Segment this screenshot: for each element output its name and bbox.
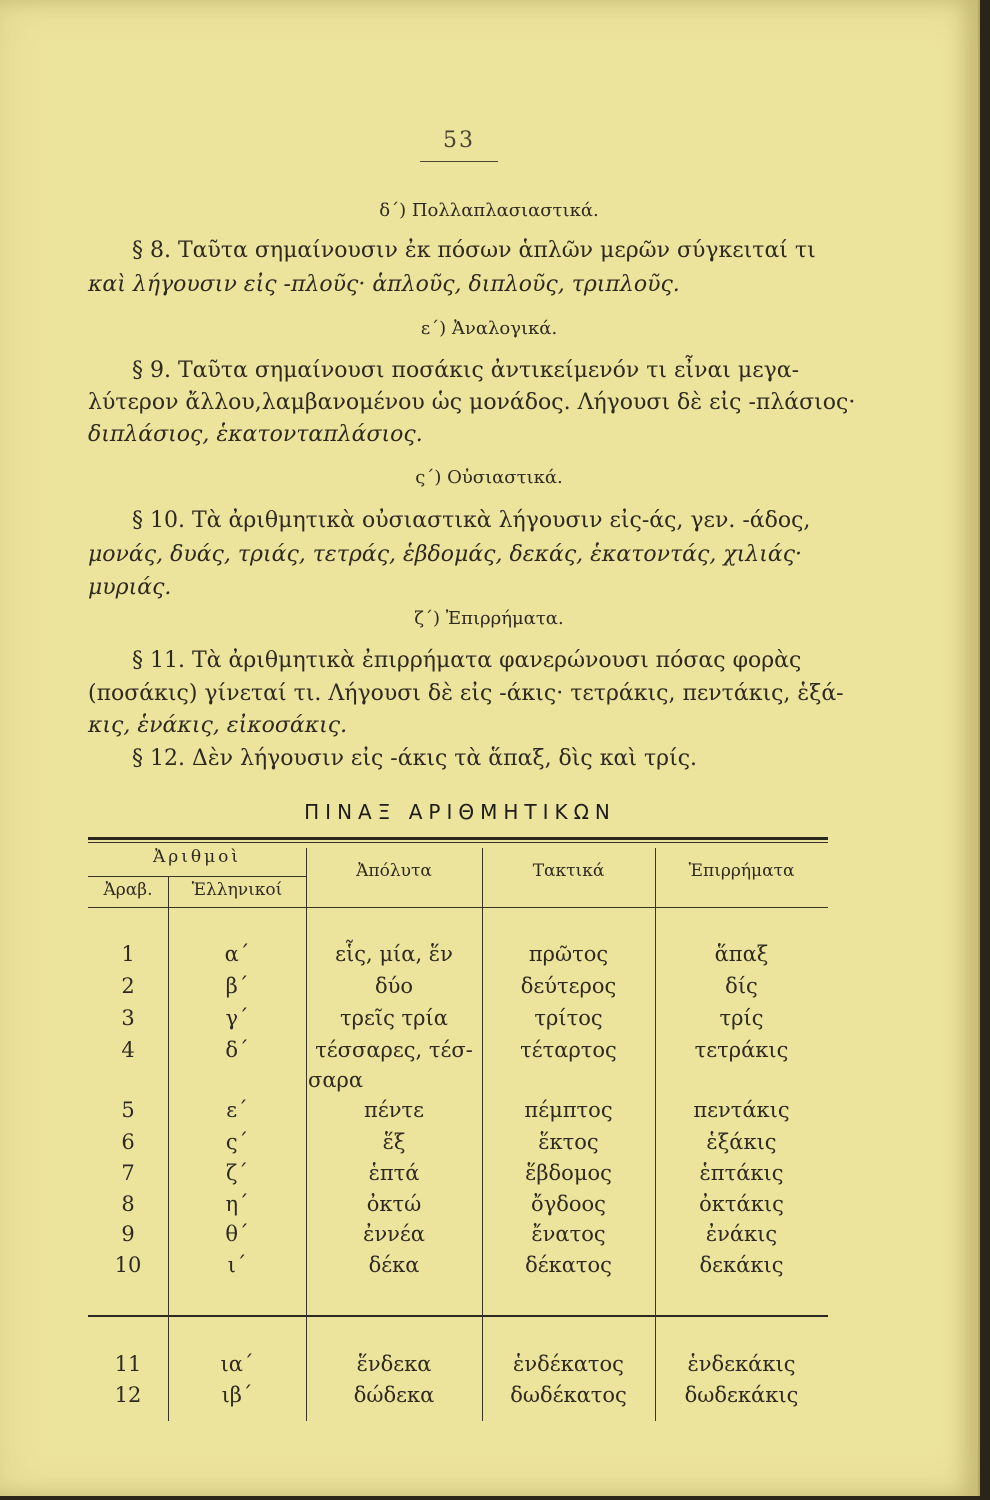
header-numbers: Ἀριθμοὶ (152, 847, 242, 867)
arabic-cell: 4 (121, 1038, 135, 1062)
paragraph-9-line-3: διπλάσιος, ἑκατονταπλάσιος. (88, 422, 423, 447)
adverb-cell: δεκάκις (699, 1253, 784, 1277)
adverb-cell: ὀκτάκις (699, 1192, 784, 1216)
header-greek: Ἑλληνικοί (191, 880, 283, 900)
greek-cell: ζ΄ (226, 1161, 248, 1185)
cardinal-cell: τέσσαρες, τέσ- (315, 1038, 473, 1062)
ordinal-cell: πέμπτος (524, 1098, 613, 1122)
cardinal-cell: δέκα (368, 1253, 420, 1277)
header-ordinal: Τακτικά (532, 861, 605, 881)
ordinal-cell: ἑνδέκατος (513, 1352, 624, 1376)
adverb-cell: ἑνδεκάκις (687, 1352, 796, 1376)
page-number: 53 (443, 128, 475, 153)
cardinal-cell: πέντε (364, 1098, 424, 1122)
table-top-rule-thin (88, 842, 828, 843)
adverb-cell: ἑπτάκις (699, 1161, 784, 1185)
cardinal-cell: ἑπτά (368, 1161, 420, 1185)
adverb-cell: δίς (725, 974, 758, 998)
paragraph-11-line-1: § 11. Τὰ ἀριθμητικὰ ἐπιρρήματα φανερώνουσι πόσας φορὰς (132, 648, 802, 673)
ordinal-cell: δωδέκατος (510, 1383, 627, 1407)
arabic-cell: 1 (121, 942, 135, 966)
table-top-rule (88, 837, 828, 840)
paragraph-12-line-1: § 12. Δὲν λήγουσιν εἰς -άκις τὰ ἅπαξ, δὶς καὶ τρίς. (132, 746, 698, 771)
arabic-cell: 11 (114, 1352, 142, 1376)
greek-cell: ιβ΄ (221, 1383, 253, 1407)
greek-cell: β΄ (225, 974, 249, 998)
header-arabic: Ἀραβ. (103, 880, 153, 900)
ordinal-cell: ἕβδομος (525, 1161, 612, 1185)
greek-cell: ι΄ (227, 1253, 247, 1277)
arabic-cell: 5 (121, 1098, 135, 1122)
cardinal-cell: δύο (374, 974, 414, 998)
arabic-cell: 9 (121, 1222, 135, 1246)
paragraph-9-line-2: λύτερον ἄλλου,λαμβανομένου ὡς μονάδος. Λήγουσι δὲ εἰς -πλάσιος· (88, 390, 856, 415)
section-heading-d: δ΄) Πολλαπλασιαστικά. (379, 200, 599, 221)
cardinal-cell-continuation: σαρα (308, 1068, 364, 1092)
greek-cell: δ΄ (225, 1038, 249, 1062)
paragraph-11-line-3: κις, ἑνάκις, εἰκοσάκις. (88, 713, 348, 738)
header-sub-rule (88, 876, 306, 877)
adverb-cell: τετράκις (694, 1038, 789, 1062)
ordinal-cell: πρῶτος (528, 942, 609, 966)
paragraph-8-line-2: καὶ λήγουσιν εἰς -πλοῦς· ἁπλοῦς, διπλοῦς, τριπλοῦς. (88, 272, 680, 297)
ordinal-cell: δεύτερος (520, 974, 617, 998)
greek-cell: γ΄ (225, 1006, 249, 1030)
paragraph-10-line-2: μονάς, δυάς, τριάς, τετράς, ἑβδομάς, δεκάς, ἑκατοντάς, χιλιάς· (88, 542, 803, 567)
adverb-cell: ἅπαξ (714, 942, 769, 966)
greek-cell: θ΄ (225, 1222, 249, 1246)
arabic-cell: 8 (121, 1192, 135, 1216)
greek-cell: η΄ (225, 1192, 249, 1216)
header-adverbs: Ἐπιρρήματα (688, 861, 795, 881)
cardinal-cell: δώδεκα (353, 1383, 435, 1407)
arabic-cell: 12 (114, 1383, 142, 1407)
cardinal-cell: ἐννέα (363, 1222, 425, 1246)
cardinal-cell: ἕξ (382, 1130, 406, 1154)
adverb-cell: ἐνάκις (705, 1222, 778, 1246)
section-heading-e: ε΄) Ἀναλογικά. (420, 318, 558, 339)
ordinal-cell: τέταρτος (520, 1038, 617, 1062)
adverb-cell: ἑξάκις (706, 1130, 777, 1154)
paragraph-10-line-3: μυριάς. (88, 575, 172, 600)
paragraph-9-line-1: § 9. Ταῦτα σημαίνουσι ποσάκις ἀντικείμενόν τι εἶναι μεγα- (132, 358, 800, 383)
arabic-cell: 6 (121, 1130, 135, 1154)
adverb-cell: δωδεκάκις (684, 1383, 799, 1407)
table-mid-rule (88, 1315, 828, 1317)
greek-cell: ια΄ (220, 1352, 254, 1376)
greek-cell: ς΄ (225, 1130, 249, 1154)
header-cardinal: Ἀπόλυτα (356, 861, 432, 881)
ordinal-cell: ἔνατος (531, 1222, 606, 1246)
adverb-cell: τρίς (719, 1006, 764, 1030)
arabic-cell: 2 (121, 974, 135, 998)
cardinal-cell: τρεῖς τρία (340, 1006, 448, 1030)
adverb-cell: πεντάκις (693, 1098, 790, 1122)
ordinal-cell: δέκατος (525, 1253, 612, 1277)
table-title: ΠΙΝΑΞ ΑΡΙΘΜΗΤΙΚΩΝ (304, 800, 616, 824)
paragraph-8-line-1: § 8. Ταῦτα σημαίνουσιν ἐκ πόσων ἁπλῶν μερῶν σύγκειταί τι (132, 238, 816, 263)
page-number-rule (420, 161, 498, 162)
cardinal-cell: ἕνδεκα (356, 1352, 432, 1376)
paragraph-11-line-2: (ποσάκις) γίνεταί τι. Λήγουσι δὲ εἰς -άκις· τετράκις, πεντάκις, ἑξά- (88, 681, 844, 706)
ordinal-cell: τρίτος (534, 1006, 603, 1030)
greek-cell: α΄ (224, 942, 250, 966)
greek-cell: ε΄ (226, 1098, 248, 1122)
cardinal-cell: ὀκτώ (366, 1192, 422, 1216)
cardinal-cell: εἷς, μία, ἕν (335, 942, 453, 966)
arabic-cell: 7 (121, 1161, 135, 1185)
paragraph-10-line-1: § 10. Τὰ ἀριθμητικὰ οὐσιαστικὰ λήγουσιν εἰς-άς, γεν. -άδος, (132, 508, 811, 533)
arabic-cell: 3 (121, 1006, 135, 1030)
header-bottom-rule (88, 907, 828, 908)
section-heading-st: ς΄) Οὐσιαστικά. (415, 467, 563, 488)
ordinal-cell: ὄγδοος (531, 1192, 606, 1216)
section-heading-z: ζ΄) Ἐπιρρήματα. (414, 608, 564, 629)
ordinal-cell: ἕκτος (538, 1130, 599, 1154)
arabic-cell: 10 (114, 1253, 142, 1277)
